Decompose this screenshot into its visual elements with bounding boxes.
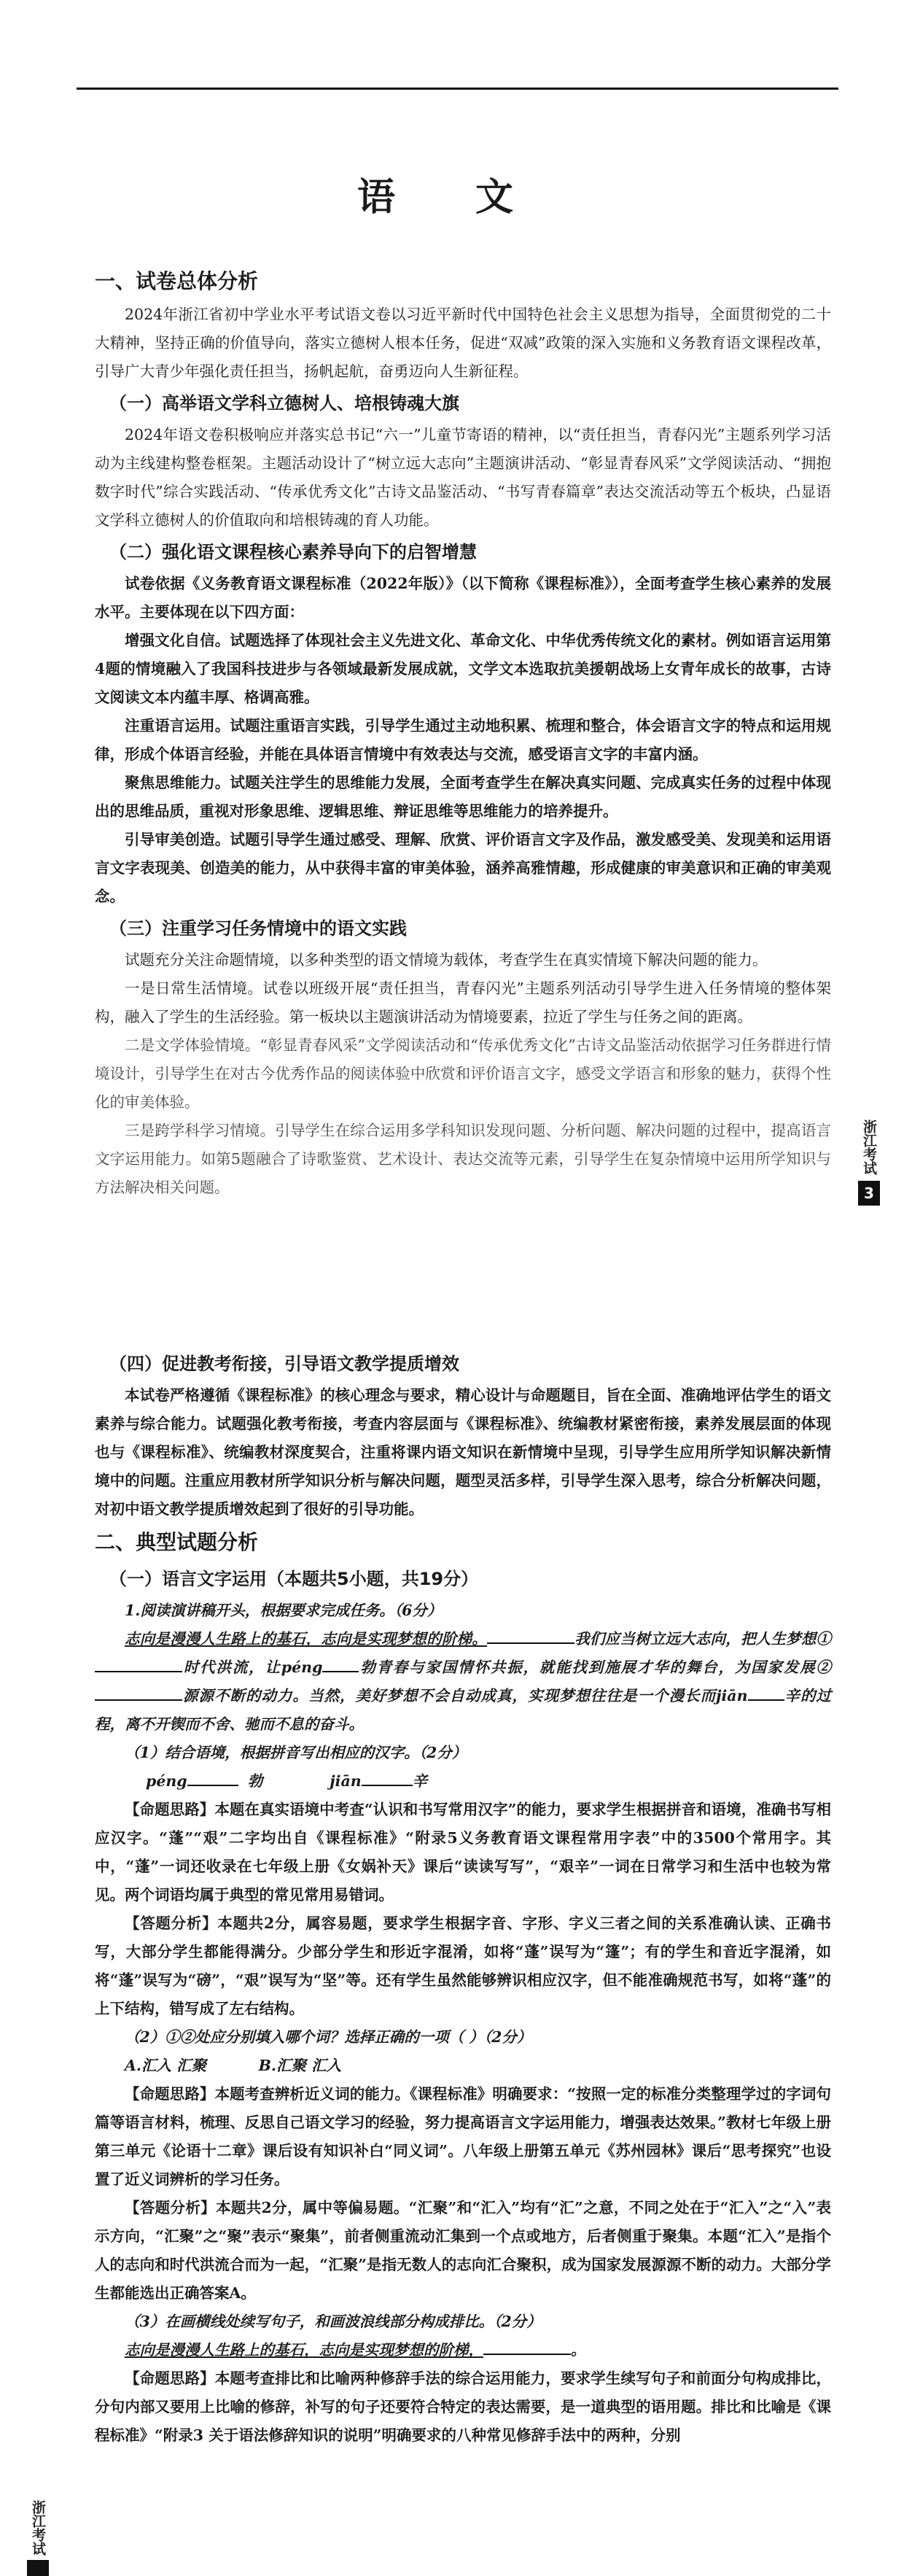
page-two-body [95, 1346, 831, 2450]
answer-blank [487, 1626, 574, 1644]
passage-text-5: 源源不断的动力。当然，美好梦想不会自动成真，实现梦想往往是一个漫长而jiān [182, 1687, 748, 1704]
paragraph-b2: 注重语言运用。试题注重语言实践，引导学生通过主动地积累、梳理和整合，体会语言文字的特点和运用规律，形成个体语言经验，并能在具体语言情境中有效表达与交流，感受语言文字的丰富内涵。 [95, 717, 831, 763]
paragraph-c3: 三是跨学科学习情境。引导学生在综合运用多学科知识发现问题、分析问题、解决问题的过程中，提高语言文字运用能力。如第5题融合了诗歌鉴赏、艺术设计、表达交流等元素，引导学生在复杂情境中运用所学知识与方法解决相关问题。 [95, 1122, 831, 1196]
side-tab-2 [23, 2500, 52, 2576]
analysis-5-text: 本题考查排比和比喻两种修辞手法的综合运用能力，要求学生续写句子和前面分句构成排比，分句内部又要用上比喻的修辞，补写的句子还要符合特定的表达需要，是一道典型的语用题。排比和比喻是《课程标准》“附录3 关于语法修辞知识的说明”明确要求的八种常见修辞手法中的两种，分别 [95, 2370, 831, 2444]
paragraph-b4: 引导审美创造。试题引导学生通过感受、理解、欣赏、评价语言文字及作品，激发感受美、发现美和运用语言文字表现美、创造美的能力，从中获得丰富的审美体验，涵养高雅情趣，形成健康的审美意识和正确的审美观念。 [95, 831, 831, 905]
subheading-c: （三）注重学习任务情境中的语文实践 [109, 918, 407, 939]
char-xin: 辛 [412, 1772, 428, 1790]
page-one [0, 0, 904, 1225]
subheading-a: （一）高举语文学科立德树人、培根铸魂大旗 [109, 393, 459, 414]
subquestion-2: （2）①②处应分别填入哪个词？选择正确的一项（ ）（2分） [125, 2028, 532, 2046]
analysis-3-label: 【命题思路】 [125, 2085, 215, 2103]
page-title: 语 文 [356, 176, 548, 220]
analysis-2-label: 【答题分析】 [125, 1914, 218, 1932]
passage-text-4: 勃青春与家国情怀共振，就能找到施展才华的舞台，为国家发展② [359, 1659, 832, 1676]
subheading-d: （四）促进教考衔接，引导语文教学提质增效 [109, 1354, 459, 1374]
page-number-2 [27, 2560, 49, 2576]
wavy-line-text-2: 志向是漫漫人生路上的基石，志向是实现梦想的阶梯， [125, 2341, 483, 2359]
analysis-2-text: 本题共2分，属容易题，要求学生根据字音、字形、字义三者之间的关系准确认读、正确书写，大部分学生都能得满分。少部分学生和形近字混淆，如将“蓬”误写为“篷”；有的学生和音近字混淆，如将“蓬”误写为“磅”，“艰”误写为“坚”等。还有学生虽然能够辨识相应汉字，但不能准确规范书写，如将“蓬”的上下结构，错写成了左右结构。 [95, 1914, 832, 2017]
subheading-q1: （一）语言文字运用（本题共5小题，共19分） [109, 1569, 479, 1589]
analysis-2 [95, 1909, 831, 2023]
subquestion-1: （1）结合语境，根据拼音写出相应的汉字。（2分） [125, 1744, 467, 1761]
answer-blank-3 [483, 2338, 571, 2355]
answer-blank-peng [322, 1655, 359, 1672]
passage-text-3: 时代洪流，让péng [182, 1659, 323, 1676]
answer-blank-1 [95, 1655, 182, 1672]
analysis-4-label: 【答题分析】 [125, 2199, 217, 2216]
analysis-4-text: 本题共2分，属中等偏易题。“汇聚”和“汇入”均有“汇”之意，不同之处在于“汇入”之“入”表示方向，“汇聚”之“聚”表示“聚集”，前者侧重流动汇集到一个点或地方，后者侧重于聚集。本题“汇入”是指个人的志向和时代洪流合而为一起，“汇聚”是指无数人的志向汇合聚积，成为国家发展源源不断的动力。大部分学生都能选出正确答案A。 [95, 2199, 832, 2302]
question-intro: 1.阅读演讲稿开头，根据要求完成任务。（6分） [125, 1602, 443, 1619]
section-heading-analysis: 一、试卷总体分析 [95, 269, 259, 293]
options-row [95, 2052, 831, 2080]
answer-blank-jian [748, 1683, 784, 1701]
pinyin-blank-1 [187, 1770, 238, 1786]
char-bo: 勃 [247, 1772, 263, 1790]
paragraph-b3: 聚焦思维能力。试题关注学生的思维能力发展，全面考查学生在解决真实问题、完成真实任务的过程中体现出的思维品质，重视对形象思维、逻辑思维、辩证思维等思维能力的培养提升。 [95, 774, 831, 820]
side-label-2: 浙江考试 [30, 2500, 46, 2556]
analysis-5 [95, 2364, 831, 2450]
passage-text-6: 辛的过程，离不开锲而不舍、驰而不息的奋斗。 [95, 1687, 832, 1733]
analysis-1-text: 本题在真实语境中考查“认识和书写常用汉字”的能力，要求学生根据拼音和语境，准确书写相应汉字。“蓬”“艰”二字均出自《课程标准》“附录5义务教育语文课程常用字表”中的3500个常用字。其中，“蓬”一词还收录在七年级上册《女娲补天》课后“读读写写”，“艰辛”一词在日常学习和生活中也较为常见。两个词语均属于典型的常见常用易错词。 [95, 1801, 831, 1904]
passage-text-2: 我们应当树立远大志向，把人生梦想① [574, 1630, 832, 1648]
answer-blank-2 [95, 1683, 182, 1701]
pinyin-peng: péng [146, 1772, 187, 1790]
side-label: 浙江考试 [861, 1120, 877, 1175]
wavy-line-text: 志向是漫漫人生路上的基石，志向是实现梦想的阶梯。 [125, 1630, 487, 1648]
option-a: A.汇入 汇聚 [125, 2057, 207, 2074]
analysis-3 [95, 2080, 831, 2194]
pinyin-blank-2 [362, 1770, 413, 1786]
question-passage [95, 1625, 831, 1739]
page-two [0, 1335, 904, 2558]
paragraph-b1: 增强文化自信。试题选择了体现社会主义先进文化、革命文化、中华优秀传统文化的素材。例如语言运用第4题的情境融入了我国科技进步与各领域最新发展成就，文学文本选取抗美援朝战场上女青年成长的故事，古诗文阅读文本内蕴丰厚、格调高雅。 [95, 632, 831, 706]
subquestion-3: （3）在画横线处续写句子，和画波浪线部分构成排比。（2分） [125, 2313, 542, 2330]
paragraph-c: 试题充分关注命题情境，以多种类型的语文情境为载体，考查学生在真实情境下解决问题的能力。 [125, 951, 768, 969]
paragraph-c1: 一是日常生活情境。试卷以班级开展“责任担当，青春闪光”主题系列活动引导学生进入任务情境的整体架构，融入了学生的生活经验。第一板块以主题演讲活动为情境要素，拉近了学生与任务之间的距离。 [95, 979, 831, 1025]
subheading-b: （二）强化语文课程核心素养导向下的启智增慧 [109, 542, 477, 562]
paragraph-d: 本试卷严格遵循《课程标准》的核心理念与要求，精心设计与命题题目，旨在全面、准确地评估学生的语文素养与综合能力。试题强化教考衔接，考查内容层面与《课程标准》、统编教材紧密衔接，素养发展层面的体现也与《课程标准》、统编教材深度契合，注重将课内语文知识在新情境中呈现，引导学生应用所学知识解决新情境中的问题。注重应用教材所学知识分析与解决问题，题型灵活多样，引导学生深入思考，综合分析解决问题，对初中语文教学提质增效起到了很好的引导功能。 [95, 1386, 831, 1518]
paragraph-a: 2024年语文卷积极响应并落实总书记“六一”儿童节寄语的精神，以“责任担当，青春闪光”主题系列学习活动为主线建构整卷框架。主题活动设计了“树立远大志向”主题演讲活动、“彰显青春风采”文学阅读活动、“拥抱数字时代”综合实践活动、“传承优秀文化”古诗文品鉴活动、“书写青春篇章”表达交流活动等五个板块，凸显语文学科立德树人的价值取向和培根铸魂的育人功能。 [95, 426, 831, 529]
pinyin-row [146, 1767, 831, 1796]
paragraph-c2: 二是文学体验情境。“彰显青春风采”文学阅读活动和“传承优秀文化”古诗文品鉴活动依据学习任务群进行情境设计，引导学生在对古今优秀作品的阅读体验中欣赏和评价语言文字，感受文学语言和形象的魅力，获得个性化的审美体验。 [95, 1036, 831, 1111]
analysis-4 [95, 2194, 831, 2308]
paragraph-b: 试卷依据《义务教育语文课程标准（2022年版）》（以下简称《课程标准》），全面考查学生核心素养的发展水平。主要体现在以下四方面： [95, 575, 831, 621]
side-tab [854, 1120, 884, 1206]
section-heading-typical: 二、典型试题分析 [95, 1530, 259, 1554]
page-one-body [95, 263, 831, 1202]
subquestion-3-line: 志向是漫漫人生路上的基石，志向是实现梦想的阶梯， 。 [95, 2336, 831, 2364]
page-gap [0, 1225, 904, 1335]
pinyin-jian: jiān [330, 1772, 362, 1790]
page-number: 3 [858, 1181, 880, 1206]
intro-paragraph: 2024年浙江省初中学业水平考试语文卷以习近平新时代中国特色社会主义思想为指导，全面贯彻党的二十大精神，坚持正确的价值导向，落实立德树人根本任务，促进“双减”政策的深入实施和义务教育语文课程改革，引导广大青少年强化责任担当，扬帆起航，奋勇迈向人生新征程。 [95, 306, 831, 380]
header-rule [77, 88, 838, 90]
analysis-1-label: 【命题思路】 [125, 1801, 215, 1818]
analysis-5-label: 【命题思路】 [125, 2370, 215, 2387]
option-b: B.汇聚 汇入 [258, 2057, 342, 2074]
analysis-1 [95, 1796, 831, 1909]
analysis-3-text: 本题考查辨析近义词的能力。《课程标准》明确要求：“按照一定的标准分类整理学过的字词句篇等语言材料，梳理、反思自己语文学习的经验，努力提高语言文字运用能力，增强表达效果。”教材七年级上册第三单元《论语十二章》课后设有知识补白“同义词”。八年级上册第五单元《苏州园林》课后“思考探究”也设置了近义词辨析的学习任务。 [95, 2085, 832, 2188]
